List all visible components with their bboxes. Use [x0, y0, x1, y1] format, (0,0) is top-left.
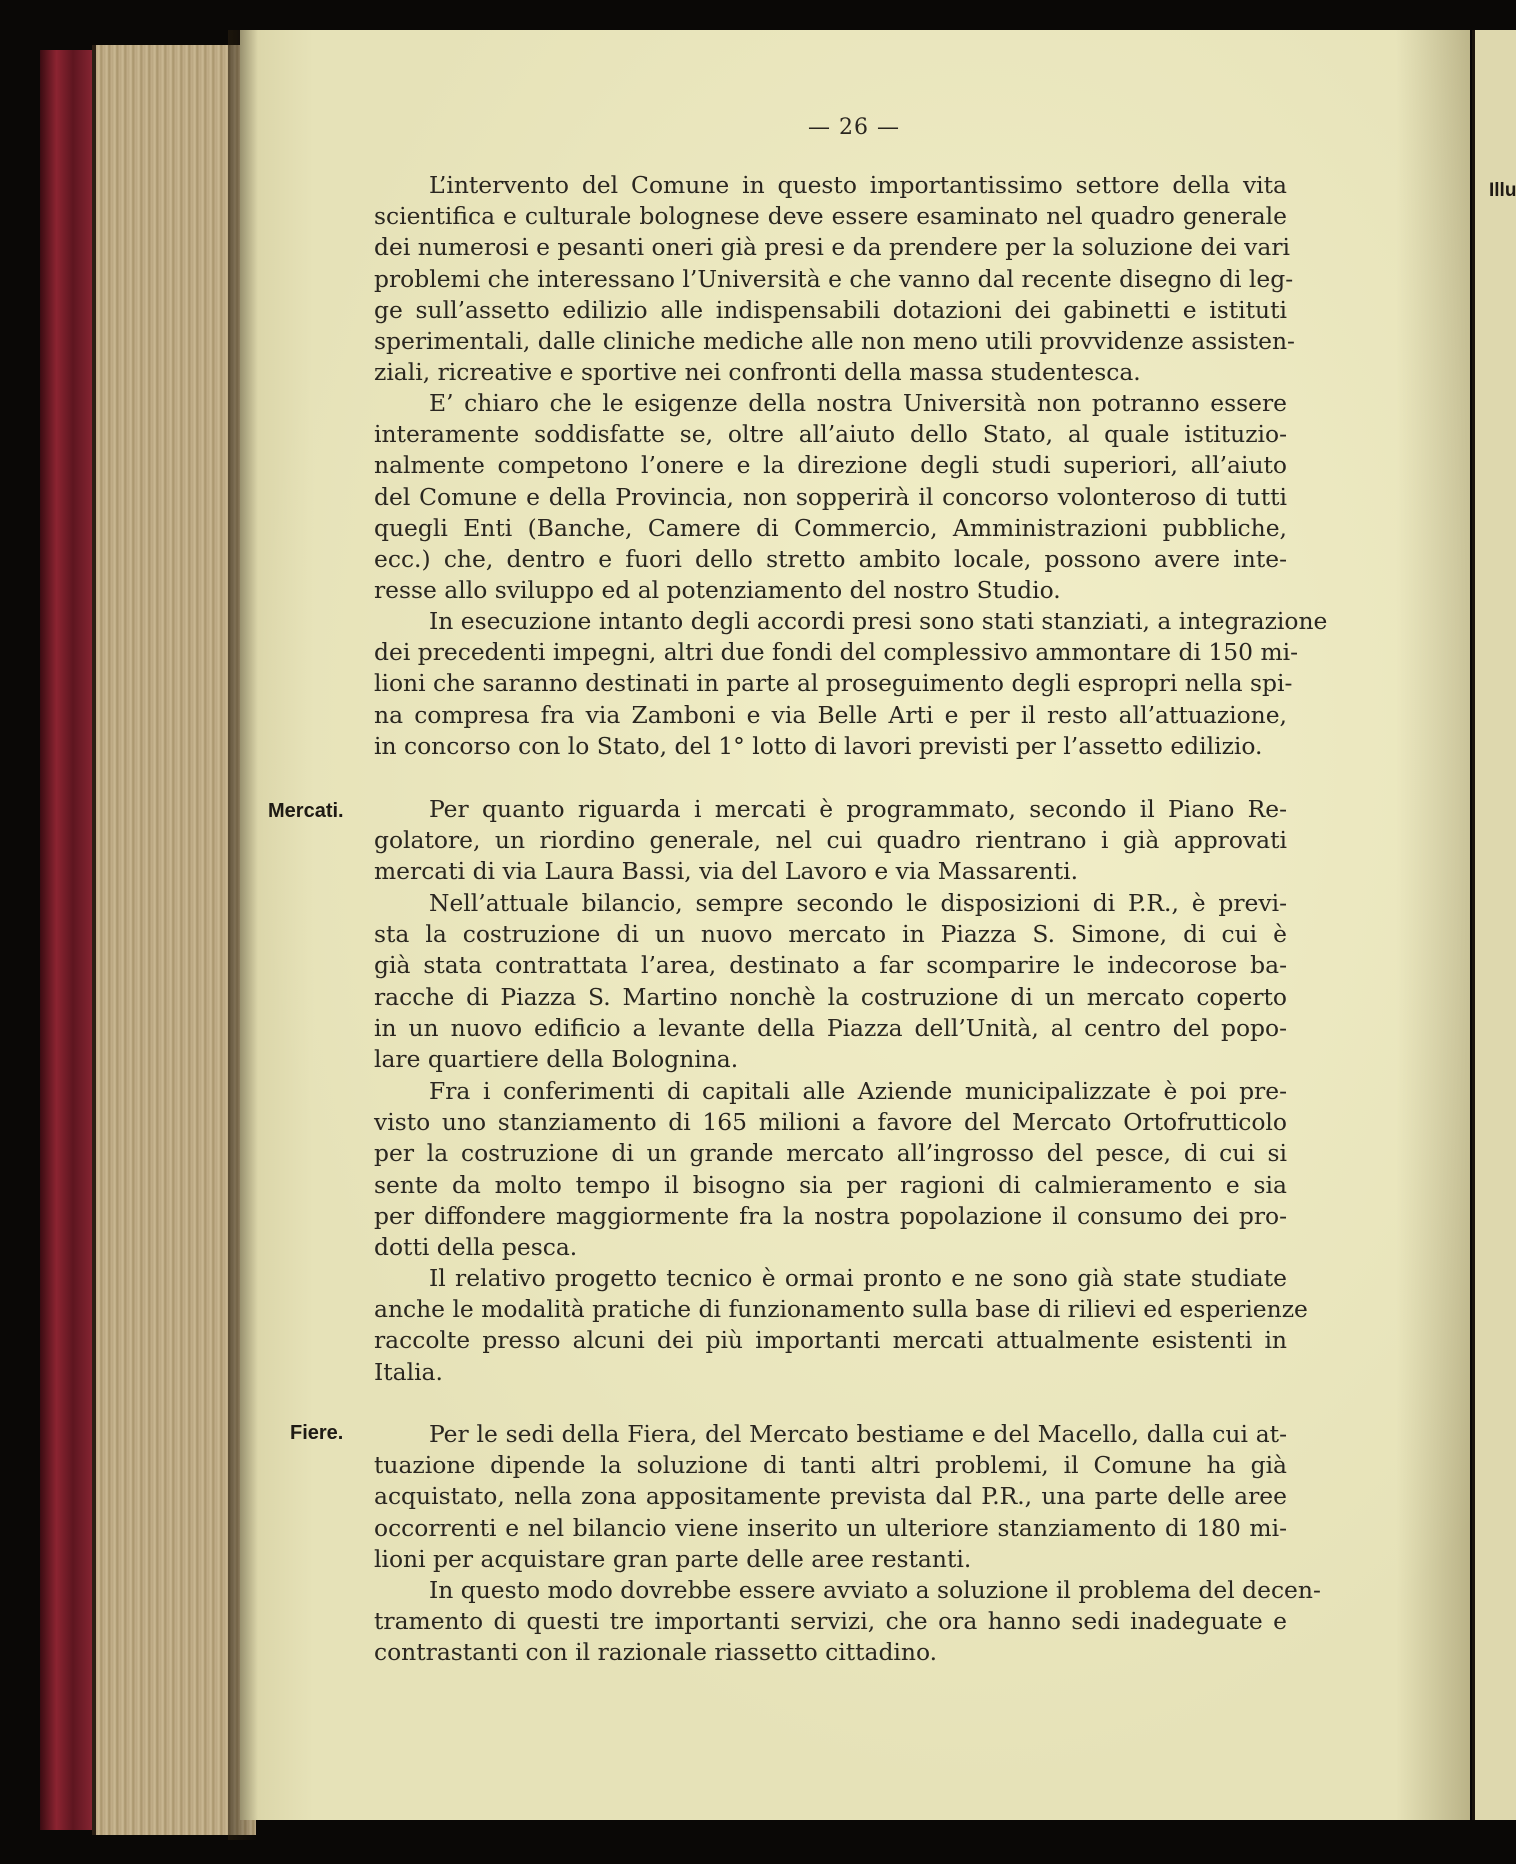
text-line: contrastanti con il razionale riassetto cittadino.: [374, 1638, 938, 1667]
text-line: acquistato, nella zona appositamente prevista dal P.R., una parte delle aree: [374, 1482, 1287, 1511]
text-line: scientifica e culturale bolognese deve essere esaminato nel quadro generale: [374, 202, 1287, 231]
text-line: per la costruzione di un grande mercato all’ingrosso del pesce, di cui si: [374, 1139, 1287, 1168]
text-line: per diffondere maggiormente fra la nostra popolazione il consumo dei pro-: [374, 1201, 1287, 1230]
text-line: problemi che interessano l’Università e che vanno dal recente disegno di leg-: [374, 264, 1294, 293]
text-line: ziali, ricreative e sportive nei confronti della massa studentesca.: [374, 358, 1141, 387]
paragraph-funds-allocation: [374, 606, 1328, 762]
margin-note-mercati: Mercati.: [268, 800, 344, 822]
text-line: quegli Enti (Banche, Camere di Commercio, Amministrazioni pubbliche,: [374, 513, 1287, 542]
text-line: visto uno stanziamento di 165 milioni a favore del Mercato Ortofrutticolo: [374, 1108, 1287, 1137]
text-line: na compresa fra via Zamboni e via Belle Arti e per il resto all’attuazione,: [374, 700, 1287, 729]
text-line: mercati di via Laura Bassi, via del Lavoro e via Massarenti.: [374, 857, 1079, 886]
text-line: nalmente competono l’onere e la direzione degli studi superiori, all’aiuto: [374, 451, 1287, 480]
text-line: Italia.: [374, 1357, 443, 1386]
paragraph-university-needs: [374, 388, 1287, 606]
paragraph-new-markets: [374, 888, 1287, 1075]
text-line: resse allo sviluppo ed al potenziamento del nostro Studio.: [374, 576, 1061, 605]
text-line: ecc.) che, dentro e fuori dello stretto ambito locale, possono avere inte-: [374, 544, 1287, 573]
paragraph-fairs: [374, 1419, 1287, 1575]
paragraph-decentralization: [374, 1575, 1321, 1669]
text-line: lioni che saranno destinati in parte al proseguimento degli espropri nella spi-: [374, 669, 1293, 698]
text-line: lare quartiere della Bolognina.: [374, 1044, 739, 1073]
text-line: Per le sedi della Fiera, del Mercato bestiame e del Macello, dalla cui at-: [429, 1420, 1287, 1448]
text-line: dei numerosi e pesanti oneri già presi e da prendere per la soluzione dei vari: [374, 233, 1291, 262]
text-line: Nell’attuale bilancio, sempre secondo le disposizioni di P.R., è previ-: [429, 889, 1287, 917]
paragraph-technical-project: [374, 1263, 1308, 1388]
paragraph-fish-market: [374, 1076, 1287, 1263]
text-line: Per quanto riguarda i mercati è programmato, secondo il Piano Re-: [429, 795, 1287, 823]
text-line: in concorso con lo Stato, del 1° lotto di lavori previsti per l’assetto edilizio.: [374, 731, 1263, 760]
text-line: racche di Piazza S. Martino nonchè la costruzione di un mercato coperto: [374, 982, 1287, 1011]
text-line: raccolte presso alcuni dei più importanti mercati attualmente esistenti in: [374, 1326, 1287, 1355]
text-line: del Comune e della Provincia, non sopperirà il concorso volonteroso di tutti: [374, 482, 1287, 511]
text-line: anche le modalità pratiche di funzionamento sulla base di rilievi ed esperienze: [374, 1295, 1308, 1324]
text-line: interamente soddisfatte se, oltre all’aiuto dello Stato, al quale istituzio-: [374, 420, 1287, 449]
text-line: In questo modo dovrebbe essere avviato a soluzione il problema del decen-: [429, 1576, 1321, 1604]
text-line: sta la costruzione di un nuovo mercato in Piazza S. Simone, di cui è: [374, 920, 1287, 949]
text-line: Fra i conferimenti di capitali alle Aziende municipalizzate è poi pre-: [429, 1077, 1287, 1105]
text-line: In esecuzione intanto degli accordi presi sono stati stanziati, a integrazione: [429, 607, 1328, 635]
gutter-shadow: [228, 30, 258, 1840]
facing-page-edge: [1472, 30, 1516, 1820]
text-line: lioni per acquistare gran parte delle aree restanti.: [374, 1544, 972, 1573]
text-line: golatore, un riordino generale, nel cui quadro rientrano i già approvati: [374, 826, 1287, 855]
paragraph-university-intervention: [374, 170, 1295, 388]
text-line: già stata contrattata l’area, destinato a far scomparire le indecorose ba-: [374, 951, 1287, 980]
text-line: L’intervento del Comune in questo importantissimo settore della vita: [429, 171, 1287, 199]
text-line: dei precedenti impegni, altri due fondi del complessivo ammontare di 150 mi-: [374, 638, 1299, 667]
text-line: tuazione dipende la soluzione di tanti altri problemi, il Comune ha già: [374, 1451, 1287, 1480]
text-line: tramento di questi tre importanti servizi, che ora hanno sedi inadeguate e: [374, 1607, 1287, 1636]
paragraph-markets-plan: [374, 794, 1287, 888]
text-line: sente da molto tempo il bisogno sia per ragioni di calmieramento e sia: [374, 1170, 1287, 1199]
text-line: dotti della pesca.: [374, 1232, 578, 1261]
text-line: sperimentali, dalle cliniche mediche alle non meno utili provvidenze assisten-: [374, 326, 1295, 355]
text-line: ge sull’assetto edilizio alle indispensabili dotazioni dei gabinetti e istituti: [374, 295, 1287, 324]
book-spine-cover: [40, 50, 95, 1830]
margin-note-fiere: Fiere.: [290, 1422, 344, 1444]
facing-page-fragment: Illu: [1489, 180, 1516, 201]
page-number: — 26 —: [808, 115, 900, 140]
text-line: E’ chiaro che le esigenze della nostra Università non potranno essere: [429, 389, 1287, 417]
text-line: in un nuovo edificio a levante della Piazza dell’Unità, al centro del popo-: [374, 1013, 1287, 1042]
text-line: Il relativo progetto tecnico è ormai pronto e ne sono già state studiate: [429, 1264, 1287, 1292]
text-line: occorrenti e nel bilancio viene inserito un ulteriore stanziamento di 180 mi-: [374, 1513, 1287, 1542]
